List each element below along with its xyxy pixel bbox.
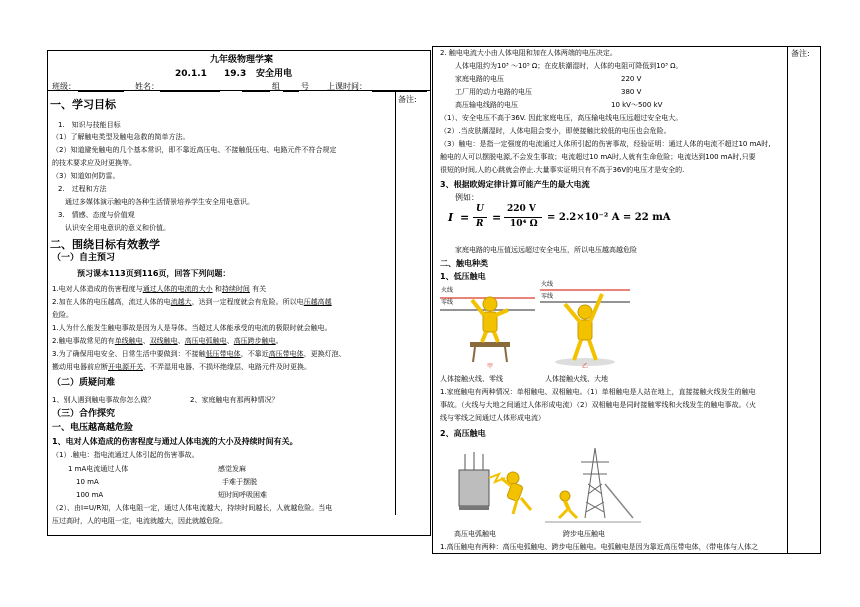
caption-live-neutral: 人体接触火线、零线: [440, 375, 503, 383]
volt-row-1-value: 220 V: [621, 75, 642, 83]
question-ask-1: 1、别人遇到触电事故你怎么做？: [52, 396, 155, 404]
heading-effective-teaching: 二、围绕目标有效教学: [50, 238, 160, 251]
right-r6: 触电的人可以摆脱电源,不会发生事故；电流超过10 mA时,人就有生命危险；电流达到100 mA时,只要: [440, 153, 756, 161]
q1-answer-2: 持续时间: [221, 285, 250, 293]
fig-neutral-wire-2: 零线: [541, 293, 554, 300]
formula-10e4: 10⁴ Ω: [510, 219, 538, 229]
heading-self-preview: （一）自主预习: [52, 253, 116, 263]
fig-label-yi: 乙: [582, 363, 589, 370]
number-label: 号: [301, 82, 309, 91]
right-r9: 家庭电路的电压值远远超过安全电压，所以电压越高越危险: [455, 246, 637, 254]
goal-1a: （1）了解触电类型及触电急救的简单方法。: [52, 133, 190, 141]
name-blank[interactable]: [160, 91, 220, 92]
q5-text-b: ，不靠近: [240, 350, 269, 358]
goal-3-title: 3. 情感、态度与价值观: [58, 211, 135, 219]
volt-row-2-value: 380 V: [621, 88, 642, 96]
section-number: 20.1.1: [175, 69, 207, 79]
formula-eq1: =: [460, 211, 470, 224]
fig-label-jia: 甲: [487, 363, 494, 370]
q4-sep-1: 、: [142, 337, 150, 345]
goal-1c: 的技术要求应及时更换等。: [52, 159, 136, 167]
voltage-point-3-line2: 压过高时，人的电阻一定，电流就越大，因此就越危险。: [52, 517, 227, 525]
q5-text-d: 搬动用电器前应断: [52, 363, 108, 371]
right-r4: （2）.当皮肤潮湿时，人体电阻会变小，即使接触比较低的电压也会危险。: [440, 127, 671, 135]
q5-answer-3: 开电源开关: [108, 363, 143, 371]
q1-answer-1: 通过人体的电流的大小: [142, 285, 213, 293]
goal-3a: 认识安全用电意识的意义和价值。: [65, 224, 170, 232]
fig-neutral-wire-1: 零线: [441, 299, 454, 306]
formula-result: = 2.2×10⁻² A = 22 mA: [547, 212, 671, 223]
q5-answer-2: 高压带电体: [268, 350, 304, 358]
preview-q1: [52, 286, 266, 293]
right-r12: 线与零线之间通过人体形成电流）: [440, 414, 545, 422]
heading-learning-goals: 一、学习目标: [50, 98, 116, 111]
class-blank[interactable]: [78, 91, 124, 92]
right-r1: 2. 触电电流大小由人体电阻和加在人体两端的电压决定。: [440, 49, 617, 57]
goal-2-title: 2. 过程和方法: [58, 185, 107, 193]
q1-text-b: 和: [212, 285, 222, 293]
table-row-3-effect: 短时间呼吸困难: [218, 491, 267, 499]
section-topic: 安全用电: [256, 69, 293, 79]
group-blank[interactable]: [242, 91, 270, 92]
right-r5: （3）触电：是指一定强度的电流通过人体所引起的伤害事故，经验证明：通过人体的电流不超过10 mA时,: [440, 140, 771, 148]
preview-q3: 1.人为什么能发生触电事故是因为人是导体。当超过人体能承受的电流的极限时就会触电。: [52, 324, 332, 332]
voltage-point-2: （1）.触电：指电流通过人体引起的伤害事故。: [52, 451, 199, 459]
table-row-1-effect: 感觉发麻: [218, 465, 246, 473]
goal-2a: 通过多媒体演示触电的各种生活情景培养学生安全用电意识。: [65, 198, 254, 206]
preview-instruction: 预习课本113页到116页，回答下列问题：: [77, 269, 231, 278]
q2-text-b: ，达到一定程度就会有危险。所以电: [191, 298, 304, 306]
formula-u: U: [476, 204, 484, 214]
heading-shock-types: 二、触电种类: [440, 259, 488, 268]
formula-bar2: [504, 217, 542, 218]
left-note-divider: [395, 90, 396, 515]
q4-sep-2: 、: [177, 337, 185, 345]
formula-i: I: [448, 211, 454, 224]
class-label: 班级：: [52, 82, 76, 91]
time-label: 上课时间：: [327, 82, 367, 91]
right-r11: 事故。（火线与大地之间通过人体形成电流）（2）双相触电是同时接触零线和火线发生的触电事故。（火: [440, 401, 756, 409]
volt-row-3-value: 10 kV～500 kV: [611, 101, 663, 109]
caption-step-voltage: 跨步电压触电: [563, 530, 605, 538]
number-blank[interactable]: [283, 91, 299, 92]
volt-row-3-name: 高压输电线路的电压: [455, 101, 518, 109]
formula-bar1: [473, 217, 487, 218]
q4-answer-2: 双线触电: [149, 337, 178, 345]
heading-high-voltage: 2、高压触电: [440, 429, 486, 438]
q5-text-c: ，更换灯泡、: [303, 350, 346, 358]
q2-answer-1: 流越大: [170, 298, 192, 306]
right-note-label: 备注:: [791, 49, 810, 58]
formula-220v: 220 V: [507, 204, 536, 214]
fig-live-wire-2: 火线: [541, 281, 554, 288]
table-row-3-current: 100 mA: [76, 491, 104, 499]
q4-text-b: 。: [275, 337, 283, 345]
right-r8: 3、根据欧姆定律计算可能产生的最大电流: [440, 180, 590, 189]
heading-questions: （二）质疑问难: [52, 378, 116, 388]
right-note-divider: [787, 46, 788, 554]
voltage-point-3: （2）、由I=U/R知，人体电阻一定，通过人体电流越大，持续时间越长，人就越危险。当电: [52, 504, 333, 512]
goal-1d: （3）知道如何防雷。: [52, 172, 120, 180]
formula-r: R: [476, 219, 484, 229]
right-r13: 1.高压触电有两种：高压电弧触电、跨步电压触电。电弧触电是因为靠近高压带电体，（带电体与人体之: [440, 543, 759, 551]
q4-text-a: 2.触电事故常见的有: [52, 337, 115, 345]
example-label: 例如：: [455, 193, 479, 202]
volt-row-1-name: 家庭电路的电压: [455, 75, 504, 83]
q4-answer-1: 单线触电: [114, 337, 143, 345]
right-r2: 人体电阻约为10³ ～10⁵ Ω；在皮肤潮湿时，人体的电阻可降低到10³ Ω。: [455, 62, 683, 70]
q5-text-a: 3.为了确保用电安全、日常生活中要做到：不接触: [52, 350, 206, 358]
q5-answer-1: 低压带电体: [205, 350, 241, 358]
preview-q5: [52, 351, 346, 358]
preview-q5-line2: [52, 364, 311, 371]
preview-q2-line2: 危险。: [52, 311, 73, 319]
right-r3: （1）、安全电压不高于36V. 因此家庭电压，高压输电线电压远超过安全电大。: [440, 114, 683, 122]
left-note-label: 备注:: [398, 95, 417, 104]
q1-text-a: 1.电对人体造成的伤害程度与: [52, 285, 143, 293]
preview-q2: [52, 299, 332, 306]
q4-answer-3: 高压电弧触电: [184, 337, 227, 345]
heading-cooperation: （三）合作探究: [52, 409, 116, 419]
right-r7: 很短的时间,人的心跳就会停止.大量事实证明只有不高于36V的电压才是安全的.: [440, 166, 685, 174]
caption-arc-shock: 高压电弧触电: [454, 530, 496, 538]
group-label: 组: [272, 82, 280, 91]
volt-row-2-name: 工厂用的动力电路的电压: [455, 88, 532, 96]
question-ask-2: 2、家庭触电有那两种情况？: [190, 396, 279, 404]
table-row-1-current: 1 mA电流通过人体: [68, 465, 129, 473]
q4-sep-3: 、: [226, 337, 234, 345]
time-blank[interactable]: [372, 91, 427, 92]
right-r10: 1.家庭触电有两种情况：单相触电、双相触电。（1）单相触电是人站在地上，直接接触火线发生的触电: [440, 388, 756, 396]
q5-text-e: 、不弄湿用电器、不损坏绝缘层、电路元件及时更换。: [143, 363, 311, 371]
table-row-2-effect: 手难于摆脱: [222, 478, 257, 486]
high-voltage-figure: [455, 444, 645, 528]
voltage-point-1: 1、电对人体造成的伤害程度与通过人体电流的大小及持续时间有关。: [52, 437, 298, 446]
worksheet-title: 九年级物理学案: [210, 55, 274, 65]
goal-1-title: 1. 知识与技能目标: [58, 121, 121, 129]
table-row-2-current: 10 mA: [76, 478, 99, 486]
low-voltage-figure: [440, 281, 630, 374]
q2-answer-2: 压越高越: [303, 298, 332, 306]
name-label: 姓名：: [135, 82, 159, 91]
heading-low-voltage: 1、低压触电: [440, 272, 486, 281]
goal-1b: （2）知道避免触电的几个基本常识，即不靠近高压电、不接触低压电、电路元件不符合规定: [52, 146, 337, 154]
preview-q4: [52, 338, 283, 345]
formula-eq2: =: [492, 211, 502, 224]
q1-text-c: 有关: [249, 285, 267, 293]
caption-live-ground: 人体接触火线、大地: [545, 375, 608, 383]
heading-voltage-danger: 一、电压越高越危险: [52, 423, 134, 433]
fig-live-wire-1: 火线: [441, 287, 454, 294]
q4-answer-4: 高压跨步触电: [233, 337, 276, 345]
section-code: 19.3: [224, 69, 247, 79]
q2-text-a: 2.加在人体的电压越高，流过人体的电: [52, 298, 171, 306]
